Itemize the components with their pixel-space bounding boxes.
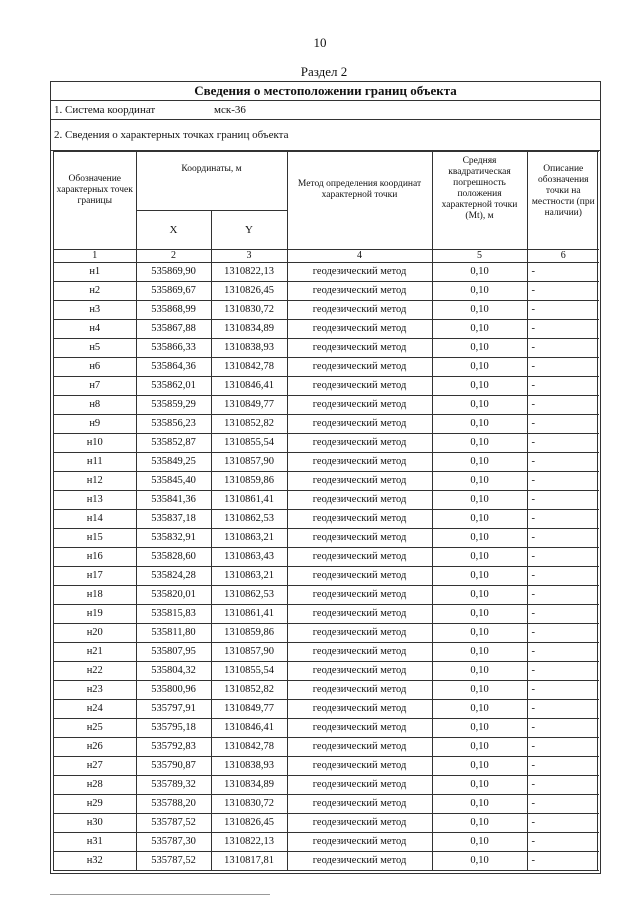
description-cell: - — [527, 301, 599, 320]
document-heading: Сведения о местоположении границ объекта — [51, 82, 600, 101]
coordinate-x-cell: 535797,91 — [136, 700, 211, 719]
coordinate-x-cell: 535811,80 — [136, 624, 211, 643]
coordinate-y-cell: 1310826,45 — [211, 282, 287, 301]
description-cell: - — [527, 548, 599, 567]
coordinate-y-cell: 1310830,72 — [211, 795, 287, 814]
table-row — [54, 795, 599, 814]
column-number: 5 — [432, 250, 527, 263]
error-cell: 0,10 — [432, 795, 527, 814]
table-row — [54, 491, 599, 510]
column-number: 3 — [211, 250, 287, 263]
coordinate-y-cell: 1310838,93 — [211, 757, 287, 776]
error-cell: 0,10 — [432, 548, 527, 567]
table-row — [54, 263, 599, 282]
error-cell: 0,10 — [432, 814, 527, 833]
point-name-cell: н2 — [54, 282, 136, 301]
coordinate-y-cell: 1310830,72 — [211, 301, 287, 320]
error-cell: 0,10 — [432, 605, 527, 624]
table-row — [54, 624, 599, 643]
table-row — [54, 643, 599, 662]
coordinate-y-cell: 1310861,41 — [211, 605, 287, 624]
method-cell: геодезический метод — [287, 339, 432, 358]
error-cell: 0,10 — [432, 852, 527, 871]
table-row — [54, 738, 599, 757]
error-cell: 0,10 — [432, 586, 527, 605]
table-row — [54, 396, 599, 415]
coordinate-x-cell: 535864,36 — [136, 358, 211, 377]
error-cell: 0,10 — [432, 377, 527, 396]
point-name-cell: н3 — [54, 301, 136, 320]
point-name-cell: н18 — [54, 586, 136, 605]
points-table — [54, 151, 599, 871]
method-cell: геодезический метод — [287, 643, 432, 662]
description-cell: - — [527, 491, 599, 510]
coordinate-x-cell: 535790,87 — [136, 757, 211, 776]
table-row — [54, 833, 599, 852]
description-cell: - — [527, 795, 599, 814]
error-cell: 0,10 — [432, 339, 527, 358]
coordinate-y-cell: 1310834,89 — [211, 320, 287, 339]
points-table-body — [54, 263, 599, 871]
error-cell: 0,10 — [432, 681, 527, 700]
description-cell: - — [527, 358, 599, 377]
point-name-cell: н4 — [54, 320, 136, 339]
document-frame — [50, 81, 601, 874]
method-cell: геодезический метод — [287, 757, 432, 776]
description-cell: - — [527, 339, 599, 358]
coordinate-y-cell: 1310859,86 — [211, 624, 287, 643]
description-cell: - — [527, 681, 599, 700]
header-x: X — [136, 211, 211, 250]
table-row — [54, 548, 599, 567]
header-description: Описание обозначения точки на местности (при наличии) — [527, 152, 599, 250]
description-cell: - — [527, 719, 599, 738]
method-cell: геодезический метод — [287, 358, 432, 377]
method-cell: геодезический метод — [287, 434, 432, 453]
table-row — [54, 282, 599, 301]
coordinate-y-cell: 1310863,43 — [211, 548, 287, 567]
footnote-divider — [50, 894, 270, 895]
table-row — [54, 776, 599, 795]
table-row — [54, 453, 599, 472]
error-cell: 0,10 — [432, 510, 527, 529]
description-cell: - — [527, 472, 599, 491]
method-cell: геодезический метод — [287, 662, 432, 681]
coordinate-y-cell: 1310852,82 — [211, 415, 287, 434]
error-cell: 0,10 — [432, 529, 527, 548]
header-error: Средняя квадратическая погрешность положения характерной точки (Mt), м — [432, 152, 527, 250]
description-cell: - — [527, 700, 599, 719]
coordinate-y-cell: 1310842,78 — [211, 738, 287, 757]
method-cell: геодезический метод — [287, 719, 432, 738]
coordinate-y-cell: 1310857,90 — [211, 453, 287, 472]
method-cell: геодезический метод — [287, 320, 432, 339]
coordinate-y-cell: 1310855,54 — [211, 434, 287, 453]
point-name-cell: н16 — [54, 548, 136, 567]
coordinate-y-cell: 1310826,45 — [211, 814, 287, 833]
point-name-cell: н22 — [54, 662, 136, 681]
method-cell: геодезический метод — [287, 814, 432, 833]
table-row — [54, 852, 599, 871]
coordinate-x-cell: 535832,91 — [136, 529, 211, 548]
table-row — [54, 605, 599, 624]
points-table-wrap — [53, 151, 598, 871]
point-name-cell: н30 — [54, 814, 136, 833]
coordinate-x-cell: 535795,18 — [136, 719, 211, 738]
method-cell: геодезический метод — [287, 491, 432, 510]
coordinate-x-cell: 535856,23 — [136, 415, 211, 434]
coordinate-x-cell: 535787,30 — [136, 833, 211, 852]
coordinate-x-cell: 535869,67 — [136, 282, 211, 301]
coordinate-y-cell: 1310846,41 — [211, 719, 287, 738]
method-cell: геодезический метод — [287, 833, 432, 852]
coordinate-y-cell: 1310817,81 — [211, 852, 287, 871]
table-row — [54, 510, 599, 529]
point-name-cell: н28 — [54, 776, 136, 795]
method-cell: геодезический метод — [287, 510, 432, 529]
coordinate-y-cell: 1310862,53 — [211, 586, 287, 605]
method-cell: геодезический метод — [287, 453, 432, 472]
error-cell: 0,10 — [432, 453, 527, 472]
table-row — [54, 377, 599, 396]
coordinate-y-cell: 1310855,54 — [211, 662, 287, 681]
coordinate-y-cell: 1310822,13 — [211, 833, 287, 852]
point-name-cell: н1 — [54, 263, 136, 282]
error-cell: 0,10 — [432, 776, 527, 795]
method-cell: геодезический метод — [287, 529, 432, 548]
coordinate-x-cell: 535841,36 — [136, 491, 211, 510]
coordinate-x-cell: 535837,18 — [136, 510, 211, 529]
error-cell: 0,10 — [432, 434, 527, 453]
point-name-cell: н13 — [54, 491, 136, 510]
point-name-cell: н9 — [54, 415, 136, 434]
method-cell: геодезический метод — [287, 700, 432, 719]
header-designation: Обозначение характерных точек границы — [54, 152, 136, 250]
description-cell: - — [527, 814, 599, 833]
point-name-cell: н17 — [54, 567, 136, 586]
error-cell: 0,10 — [432, 719, 527, 738]
description-cell: - — [527, 263, 599, 282]
column-number: 1 — [54, 250, 136, 263]
error-cell: 0,10 — [432, 700, 527, 719]
method-cell: геодезический метод — [287, 415, 432, 434]
method-cell: геодезический метод — [287, 605, 432, 624]
point-name-cell: н31 — [54, 833, 136, 852]
method-cell: геодезический метод — [287, 681, 432, 700]
description-cell: - — [527, 586, 599, 605]
coordinate-y-cell: 1310834,89 — [211, 776, 287, 795]
method-cell: геодезический метод — [287, 263, 432, 282]
error-cell: 0,10 — [432, 833, 527, 852]
point-name-cell: н27 — [54, 757, 136, 776]
coordinate-y-cell: 1310849,77 — [211, 700, 287, 719]
coordinate-x-cell: 535867,88 — [136, 320, 211, 339]
point-name-cell: н23 — [54, 681, 136, 700]
coordinate-x-cell: 535807,95 — [136, 643, 211, 662]
point-name-cell: н21 — [54, 643, 136, 662]
coordinate-y-cell: 1310846,41 — [211, 377, 287, 396]
error-cell: 0,10 — [432, 491, 527, 510]
point-name-cell: н26 — [54, 738, 136, 757]
table-row — [54, 358, 599, 377]
point-name-cell: н8 — [54, 396, 136, 415]
section-title: Раздел 2 — [300, 64, 348, 79]
error-cell: 0,10 — [432, 263, 527, 282]
method-cell: геодезический метод — [287, 776, 432, 795]
coordinate-y-cell: 1310861,41 — [211, 491, 287, 510]
point-name-cell: н14 — [54, 510, 136, 529]
description-cell: - — [527, 396, 599, 415]
coordinate-x-cell: 535815,83 — [136, 605, 211, 624]
description-cell: - — [527, 738, 599, 757]
coordinate-y-cell: 1310863,21 — [211, 567, 287, 586]
point-name-cell: н29 — [54, 795, 136, 814]
method-cell: геодезический метод — [287, 852, 432, 871]
table-row — [54, 586, 599, 605]
coordinate-x-cell: 535869,90 — [136, 263, 211, 282]
method-cell: геодезический метод — [287, 567, 432, 586]
table-row — [54, 814, 599, 833]
coordinate-x-cell: 535787,52 — [136, 814, 211, 833]
error-cell: 0,10 — [432, 320, 527, 339]
error-cell: 0,10 — [432, 301, 527, 320]
description-cell: - — [527, 434, 599, 453]
coordinate-x-cell: 535788,20 — [136, 795, 211, 814]
method-cell: геодезический метод — [287, 624, 432, 643]
coordinate-y-cell: 1310849,77 — [211, 396, 287, 415]
description-cell: - — [527, 643, 599, 662]
coordinate-system-label: 1. Система координат — [54, 104, 156, 116]
coordinate-x-cell: 535800,96 — [136, 681, 211, 700]
point-name-cell: н24 — [54, 700, 136, 719]
description-cell: - — [527, 833, 599, 852]
method-cell: геодезический метод — [287, 282, 432, 301]
error-cell: 0,10 — [432, 738, 527, 757]
error-cell: 0,10 — [432, 624, 527, 643]
method-cell: геодезический метод — [287, 301, 432, 320]
coordinate-system-row — [51, 101, 600, 120]
header-method: Метод определения координат характерной точки — [287, 152, 432, 250]
table-row — [54, 719, 599, 738]
description-cell: - — [527, 529, 599, 548]
coordinate-x-cell: 535849,25 — [136, 453, 211, 472]
coordinate-y-cell: 1310859,86 — [211, 472, 287, 491]
table-row — [54, 662, 599, 681]
method-cell: геодезический метод — [287, 548, 432, 567]
coordinate-y-cell: 1310863,21 — [211, 529, 287, 548]
coordinate-y-cell: 1310862,53 — [211, 510, 287, 529]
coordinate-x-cell: 535852,87 — [136, 434, 211, 453]
error-cell: 0,10 — [432, 396, 527, 415]
coordinate-x-cell: 535859,29 — [136, 396, 211, 415]
error-cell: 0,10 — [432, 643, 527, 662]
column-number: 4 — [287, 250, 432, 263]
point-name-cell: н19 — [54, 605, 136, 624]
point-name-cell: н15 — [54, 529, 136, 548]
point-name-cell: н11 — [54, 453, 136, 472]
coordinate-x-cell: 535866,33 — [136, 339, 211, 358]
error-cell: 0,10 — [432, 415, 527, 434]
method-cell: геодезический метод — [287, 738, 432, 757]
error-cell: 0,10 — [432, 282, 527, 301]
description-cell: - — [527, 282, 599, 301]
coordinate-x-cell: 535789,32 — [136, 776, 211, 795]
table-row — [54, 529, 599, 548]
error-cell: 0,10 — [432, 757, 527, 776]
coordinate-x-cell: 535862,01 — [136, 377, 211, 396]
table-row — [54, 681, 599, 700]
description-cell: - — [527, 776, 599, 795]
error-cell: 0,10 — [432, 472, 527, 491]
table-row — [54, 339, 599, 358]
description-cell: - — [527, 510, 599, 529]
method-cell: геодезический метод — [287, 795, 432, 814]
coordinate-x-cell: 535868,99 — [136, 301, 211, 320]
description-cell: - — [527, 415, 599, 434]
coordinate-y-cell: 1310838,93 — [211, 339, 287, 358]
point-name-cell: н7 — [54, 377, 136, 396]
description-cell: - — [527, 320, 599, 339]
table-row — [54, 434, 599, 453]
header-y: Y — [211, 211, 287, 250]
coordinate-y-cell: 1310852,82 — [211, 681, 287, 700]
description-cell: - — [527, 377, 599, 396]
coordinate-system-value: мск-36 — [214, 104, 246, 116]
point-name-cell: н5 — [54, 339, 136, 358]
coordinate-x-cell: 535824,28 — [136, 567, 211, 586]
coordinate-x-cell: 535828,60 — [136, 548, 211, 567]
description-cell: - — [527, 662, 599, 681]
point-name-cell: н32 — [54, 852, 136, 871]
table-row — [54, 700, 599, 719]
page-number: 10 — [313, 35, 327, 50]
point-name-cell: н20 — [54, 624, 136, 643]
description-cell: - — [527, 757, 599, 776]
description-cell: - — [527, 453, 599, 472]
coordinate-x-cell: 535820,01 — [136, 586, 211, 605]
method-cell: геодезический метод — [287, 586, 432, 605]
method-cell: геодезический метод — [287, 377, 432, 396]
table-row — [54, 301, 599, 320]
column-number: 6 — [527, 250, 599, 263]
table-row — [54, 320, 599, 339]
header-coordinates: Координаты, м — [136, 152, 287, 211]
method-cell: геодезический метод — [287, 396, 432, 415]
coordinate-x-cell: 535845,40 — [136, 472, 211, 491]
points-heading: 2. Сведения о характерных точках границ объекта — [51, 120, 600, 151]
coordinate-x-cell: 535804,32 — [136, 662, 211, 681]
point-name-cell: н25 — [54, 719, 136, 738]
point-name-cell: н10 — [54, 434, 136, 453]
method-cell: геодезический метод — [287, 472, 432, 491]
table-row — [54, 567, 599, 586]
table-row — [54, 472, 599, 491]
coordinate-y-cell: 1310857,90 — [211, 643, 287, 662]
description-cell: - — [527, 605, 599, 624]
table-row — [54, 415, 599, 434]
description-cell: - — [527, 852, 599, 871]
error-cell: 0,10 — [432, 567, 527, 586]
error-cell: 0,10 — [432, 358, 527, 377]
error-cell: 0,10 — [432, 662, 527, 681]
coordinate-y-cell: 1310842,78 — [211, 358, 287, 377]
table-row — [54, 757, 599, 776]
description-cell: - — [527, 624, 599, 643]
coordinate-y-cell: 1310822,13 — [211, 263, 287, 282]
column-number: 2 — [136, 250, 211, 263]
point-name-cell: н12 — [54, 472, 136, 491]
description-cell: - — [527, 567, 599, 586]
point-name-cell: н6 — [54, 358, 136, 377]
coordinate-x-cell: 535787,52 — [136, 852, 211, 871]
coordinate-x-cell: 535792,83 — [136, 738, 211, 757]
